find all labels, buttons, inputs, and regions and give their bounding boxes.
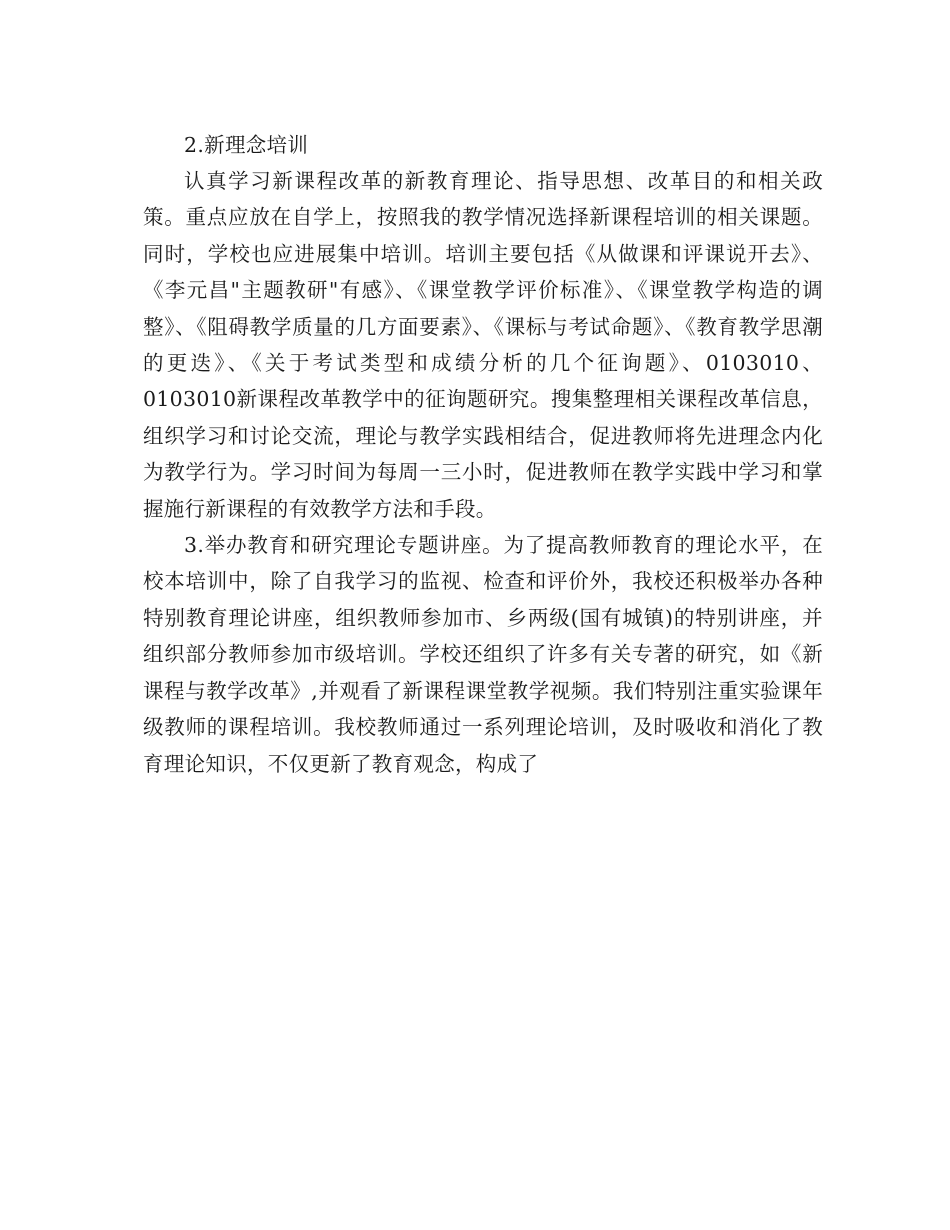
section-heading: 2.新理念培训 xyxy=(184,133,309,157)
paragraph-theory-lectures: 3.举办教育和研究理论专题讲座。为了提高教师教育的理论水平，在校本培训中，除了自我学习的监视、检查和评价外，我校还积极举办各种特别教育理论讲座，组织教师参加市、乡两级(国有城镇)的特别讲座，并组织部分教师参加市级培训。学校还组织了许多有关专著的研究，如《新课程与教学改革》,并观看了新课程课堂教学视频。我们特别注重实验课年级教师的课程培训。我校教师通过一系列理论培训，及时吸收和消化了教育理论知识，不仅更新了教育观念，构成了 xyxy=(143,533,823,776)
document-body xyxy=(143,127,823,782)
paragraph-new-concept-training: 认真学习新课程改革的新教育理论、指导思想、改革目的和相关政策。重点应放在自学上，按照我的教学情况选择新课程培训的相关课题。同时，学校也应进展集中培训。培训主要包括《从做课和评课说开去》、《李元昌"主题教研"有感》、《课堂教学评价标准》、《课堂教学构造的调整》、《阻碍教学质量的几方面要素》、《课标与考试命题》、《教育教学思潮的更迭》、《关于考试类型和成绩分析的几个征询题》、0103010、0103010新课程改革教学中的征询题研究。搜集整理相关课程改革信息，组织学习和讨论交流，理论与教学实践相结合，促进教师将先进理念内化为教学行为。学习时间为每周一三小时，促进教师在教学实践中学习和掌握施行新课程的有效教学方法和手段。 xyxy=(143,169,823,521)
